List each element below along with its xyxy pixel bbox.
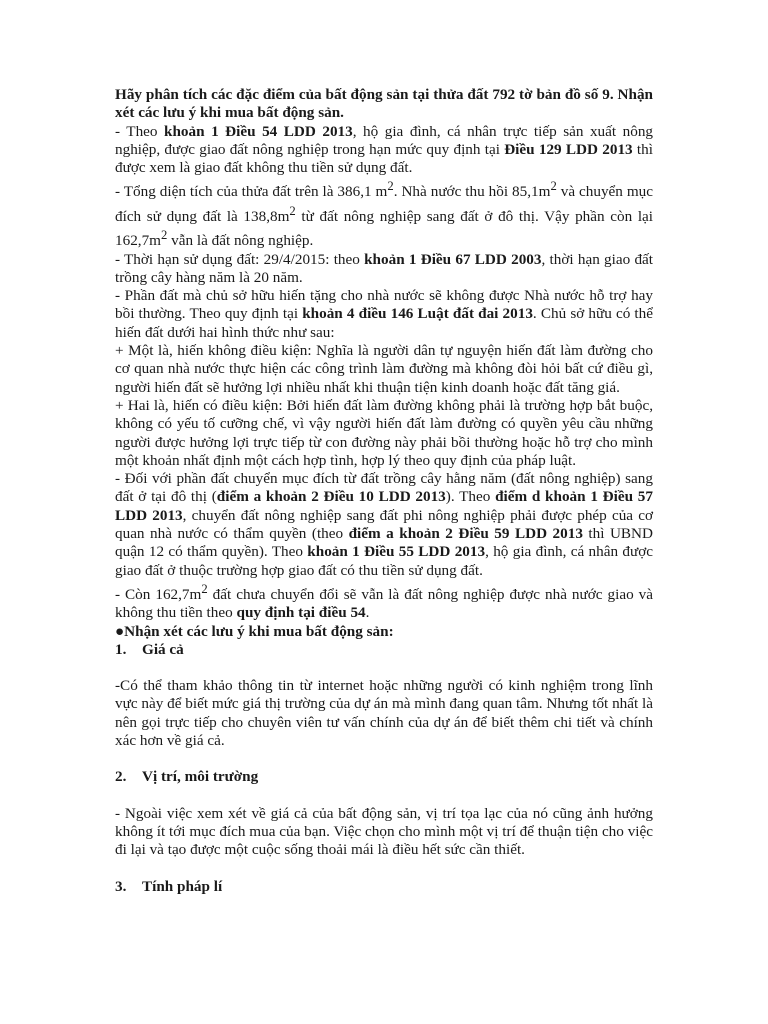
p2-text-e: vẫn là đất nông nghiệp.	[167, 232, 314, 250]
p2-text-b: . Nhà nước thu hồi 85,1m	[393, 183, 551, 201]
p4-text-c: . Chủ sở hữu có thể hiến đất dưới hai hình thức như sau:	[115, 305, 653, 341]
title-text: Hãy phân tích các đặc điểm của bất động sản tại thửa đất 792 tờ bản đồ số 9. Nhận xét các lưu ý khi mua bất động sản.	[115, 86, 653, 122]
p4-text-a: - Phần đất mà chủ sở hữu hiến tặng cho nhà nước sẽ không được Nhà nước hỗ trợ hay bồi thường. Theo quy định tại	[115, 287, 653, 323]
list-item-title: Vị trí, môi trường	[142, 768, 259, 786]
p3-citation: khoản 1 Điều 67 LDD 2003	[364, 250, 542, 268]
paragraph-3	[115, 251, 653, 288]
p7-text-i: , hộ gia đình, cá nhân được giao đất ở thuộc trường hợp giao đất có thu tiền sử dụng đất.	[115, 543, 653, 579]
p1-text-c: , hộ gia đình, cá nhân trực tiếp sản xuất nông nghiệp, được giao đất nông nghiệp trong hạn mức quy định tại	[115, 122, 654, 158]
document-body	[115, 86, 653, 896]
section-heading	[115, 623, 653, 641]
paragraph-7	[115, 470, 653, 580]
list-item-legal	[115, 878, 653, 896]
p8-text-b: đất chưa chuyển đổi sẽ vẫn là đất nông nghiệp được nhà nước giao và không thu tiền theo	[115, 585, 653, 622]
paragraph-4	[115, 287, 653, 342]
document-title	[115, 86, 653, 123]
list-item-title: Tính pháp lí	[142, 877, 223, 895]
p8-text-d: .	[365, 604, 370, 622]
p4-citation: khoản 4 điều 146 Luật đất đai 2013	[302, 305, 533, 323]
p2-sup-2: 2	[550, 179, 557, 194]
p2-sup-4: 2	[161, 228, 168, 243]
paragraph-8	[115, 580, 653, 623]
p2-sup-1: 2	[387, 179, 394, 194]
p1-text-e: thì được xem là giao đất không thu tiền sử dụng đất.	[115, 140, 653, 177]
paragraph-2	[115, 177, 653, 250]
paragraph-1	[115, 123, 653, 178]
p7-citation-4: khoản 1 Điều 55 LDD 2013	[307, 543, 486, 561]
p7-citation-1: điểm a khoản 2 Điều 10 LDD 2013	[216, 488, 446, 506]
p1-citation-2: Điều 129 LDD 2013	[504, 140, 633, 158]
p7-text-c: ). Theo	[445, 488, 496, 506]
p2-text-c: và chuyển mục đích sử dụng đất là 138,8m	[115, 183, 653, 225]
list-number: 2.	[115, 768, 127, 786]
list-item-title: Giá cả	[142, 640, 184, 658]
p3-text-a: - Thời hạn sử dụng đất: 29/4/2015: theo	[115, 250, 365, 268]
list-number: 3.	[115, 877, 127, 895]
list-number: 1.	[115, 640, 127, 658]
p8-citation: quy định tại điều 54	[236, 604, 366, 622]
list-item-location	[115, 768, 653, 786]
p2-sup-3: 2	[289, 203, 296, 218]
section-heading-text: ●Nhận xét các lưu ý khi mua bất động sản:	[115, 622, 394, 640]
list-item-body: - Ngoài việc xem xét về giá cả của bất động sản, vị trí tọa lạc của nó cũng ảnh hưởng không ít tới mục đích mua của bạn. Việc chọn cho mình một vị trí để thuận tiện cho việc đi lại và tạo được một cuộc sống thoải mái là điều hết sức cần thiết.	[115, 804, 653, 859]
p8-sup: 2	[201, 581, 208, 596]
p7-citation-3: điểm a khoản 2 Điều 59 LDD 2013	[348, 525, 583, 543]
p3-text-c: , thời hạn giao đất trồng cây hàng năm là 20 năm.	[115, 250, 653, 286]
p7-citation-2: điểm d khoản 1 Điều 57 LDD 2013	[115, 488, 653, 524]
list-item-body: -Có thể tham khảo thông tin từ internet hoặc những người có kinh nghiệm trong lĩnh vực này để biết mức giá thị trường của dự án mà mình đang quan tâm. Nhưng tốt nhất là nên gọi trực tiếp cho chuyên viên tư vấn chính của dự án để biết thêm chi tiết và chính xác hơn về giá cả.	[115, 677, 653, 750]
paragraph-6: + Hai là, hiến có điều kiện: Bởi hiến đất làm đường không phải là trường hợp bắt buộc, không có yếu tố cưỡng chế, vì vậy người hiến đất làm đường có quyền yêu cầu những người được hưởng lợi trực tiếp từ con đường này phải bồi thường hoặc hỗ trợ cho mình một khoản nhất định một cách hợp tình, hợp lý theo quy định của pháp luật.	[115, 396, 653, 469]
p7-text-e: , chuyển đất nông nghiệp sang đất phi nông nghiệp phải được phép của cơ quan nhà nước có thẩm quyền (theo	[115, 506, 654, 543]
p2-text-d: từ đất nông nghiệp sang đất ở đô thị. Vậy phần còn lại 162,7m	[115, 207, 653, 250]
paragraph-5: + Một là, hiến không điều kiện: Nghĩa là người dân tự nguyện hiến đất làm đường cho cơ quan nhà nước thực hiện các công trình làm đường mà không đòi hỏi bất cứ điều gì, người hiến đất sẽ hưởng lợi nhiều nhất khi thuận tiện kinh doanh hoặc đất tăng giá.	[115, 342, 653, 396]
p7-text-g: thì UBND quận 12 có thẩm quyền). Theo	[115, 525, 653, 561]
p7-text-a: - Đối với phần đất chuyển mục đích từ đất trồng cây hằng năm (đất nông nghiệp) sang đất ở tại đô thị (	[115, 470, 653, 506]
p1-citation-1: khoản 1 Điều 54 LDD 2013	[164, 122, 353, 140]
p8-text-a: - Còn 162,7m	[115, 585, 202, 603]
p2-text-a: - Tổng diện tích của thửa đất trên là 386,1 m	[115, 183, 388, 201]
list-item-price	[115, 641, 653, 659]
p1-text-a: - Theo	[115, 122, 165, 140]
